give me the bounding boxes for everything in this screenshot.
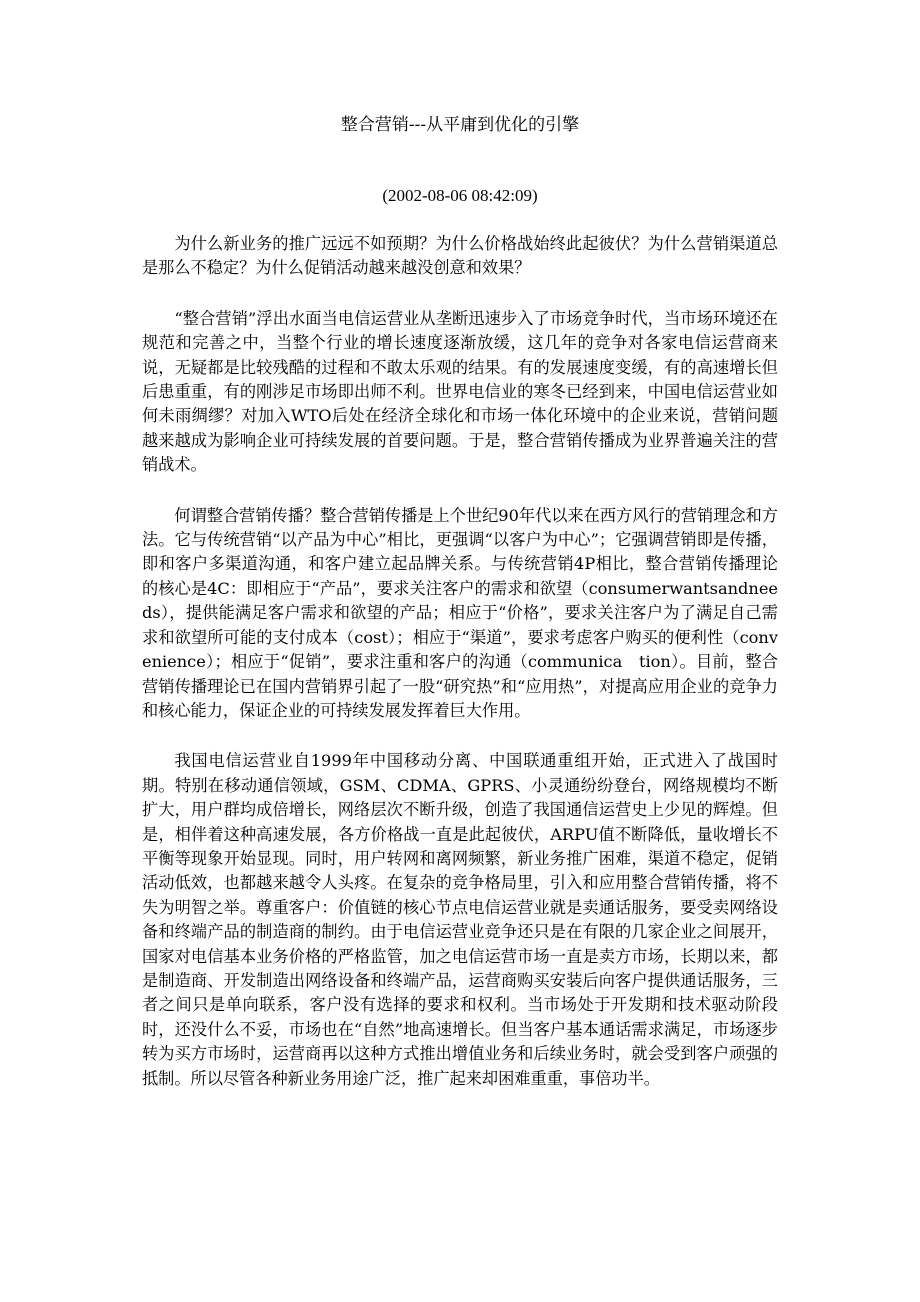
- document-body: [142, 232, 778, 1117]
- paragraph-telecom-industry: 我国电信运营业自1999年中国移动分离、中国联通重组开始，正式进入了战国时期。特别在移动通信领域，GSM、CDMA、GPRS、小灵通纷纷登台，网络规模均不断扩大，用户群均成倍增长，网络层次不断升级，创造了我国通信运营史上少见的辉煌。但是，相伴着这种高速发展，各方价格战一直是此起彼伏，ARPU值不断降低，量收增长不平衡等现象开始显现。同时，用户转网和离网频繁，新业务推广困难，渠道不稳定，促销活动低效，也都越来越令人头疼。在复杂的竞争格局里，引入和应用整合营销传播，将不失为明智之举。尊重客户：价值链的核心节点电信运营业就是卖通话服务，要受卖网络设备和终端产品的制造商的制约。由于电信运营业竞争还只是在有限的几家企业之间展开，国家对电信基本业务价格的严格监管，加之电信运营市场一直是卖方市场，长期以来，都是制造商、开发制造出网络设备和终端产品，运营商购买安装后向客户提供通话服务，三者之间只是单向联系，客户没有选择的要求和权利。当市场处于开发期和技术驱动阶段时，还没什么不妥，市场也在“自然”地高速增长。但当客户基本通话需求满足，市场逐步转为买方市场时，运营商再以这种方式推出增值业务和后续业务时，就会受到客户顽强的抵制。所以尽管各种新业务用途广泛，推广起来却困难重重，事倍功半。: [142, 751, 778, 1088]
- document-title: 整合营销---从平庸到优化的引擎: [340, 115, 580, 135]
- paragraph-integrated-marketing-emerges: “整合营销”浮出水面当电信运营业从垄断迅速步入了市场竞争时代，当市场环境还在规范和完善之中，当整个行业的增长速度逐渐放缓，这几年的竞争对各家电信运营商来说，无疑都是比较残酷的过程和不敢太乐观的结果。有的发展速度变缓，有的高速增长但后患重重，有的刚涉足市场即出师不利。世界电信业的寒冬已经到来，中国电信运营业如何未雨绸缪？对加入WTO后处在经济全球化和市场一体化环境中的企业来说，营销问题越来越成为影响企业可持续发展的首要问题。于是，整合营销传播成为业界普遍关注的营销战术。: [142, 308, 778, 475]
- publish-timestamp: (2002-08-06 08:42:09): [382, 186, 538, 205]
- paragraph-what-is-imc: 何谓整合营销传播？整合营销传播是上个世纪90年代以来在西方风行的营销理念和方法。它与传统营销“以产品为中心”相比，更强调“以客户为中心”；它强调营销即是传播，即和客户多渠道沟通，和客户建立起品牌关系。与传统营销4P相比，整合营销传播理论的核心是4C：即相应于“产品”，要求关注客户的需求和欲望（consumerwantsandneeds），提供能满足客户需求和欲望的产品；相应于“价格”，要求关注客户为了满足自己需求和欲望所可能的支付成本（cost）；相应于“渠道”，要求考虑客户购买的便利性（convenience）；相应于“促销”，要求注重和客户的沟通（communica tion）。目前，整合营销传播理论已在国内营销界引起了一股“研究热”和“应用热”，对提高应用企业的竞争力和核心能力，保证企业的可持续发展发挥着巨大作用。: [142, 505, 778, 720]
- paragraph-intro-questions: 为什么新业务的推广远远不如预期？为什么价格战始终此起彼伏？为什么营销渠道总是那么不稳定？为什么促销活动越来越没创意和效果？: [142, 234, 778, 278]
